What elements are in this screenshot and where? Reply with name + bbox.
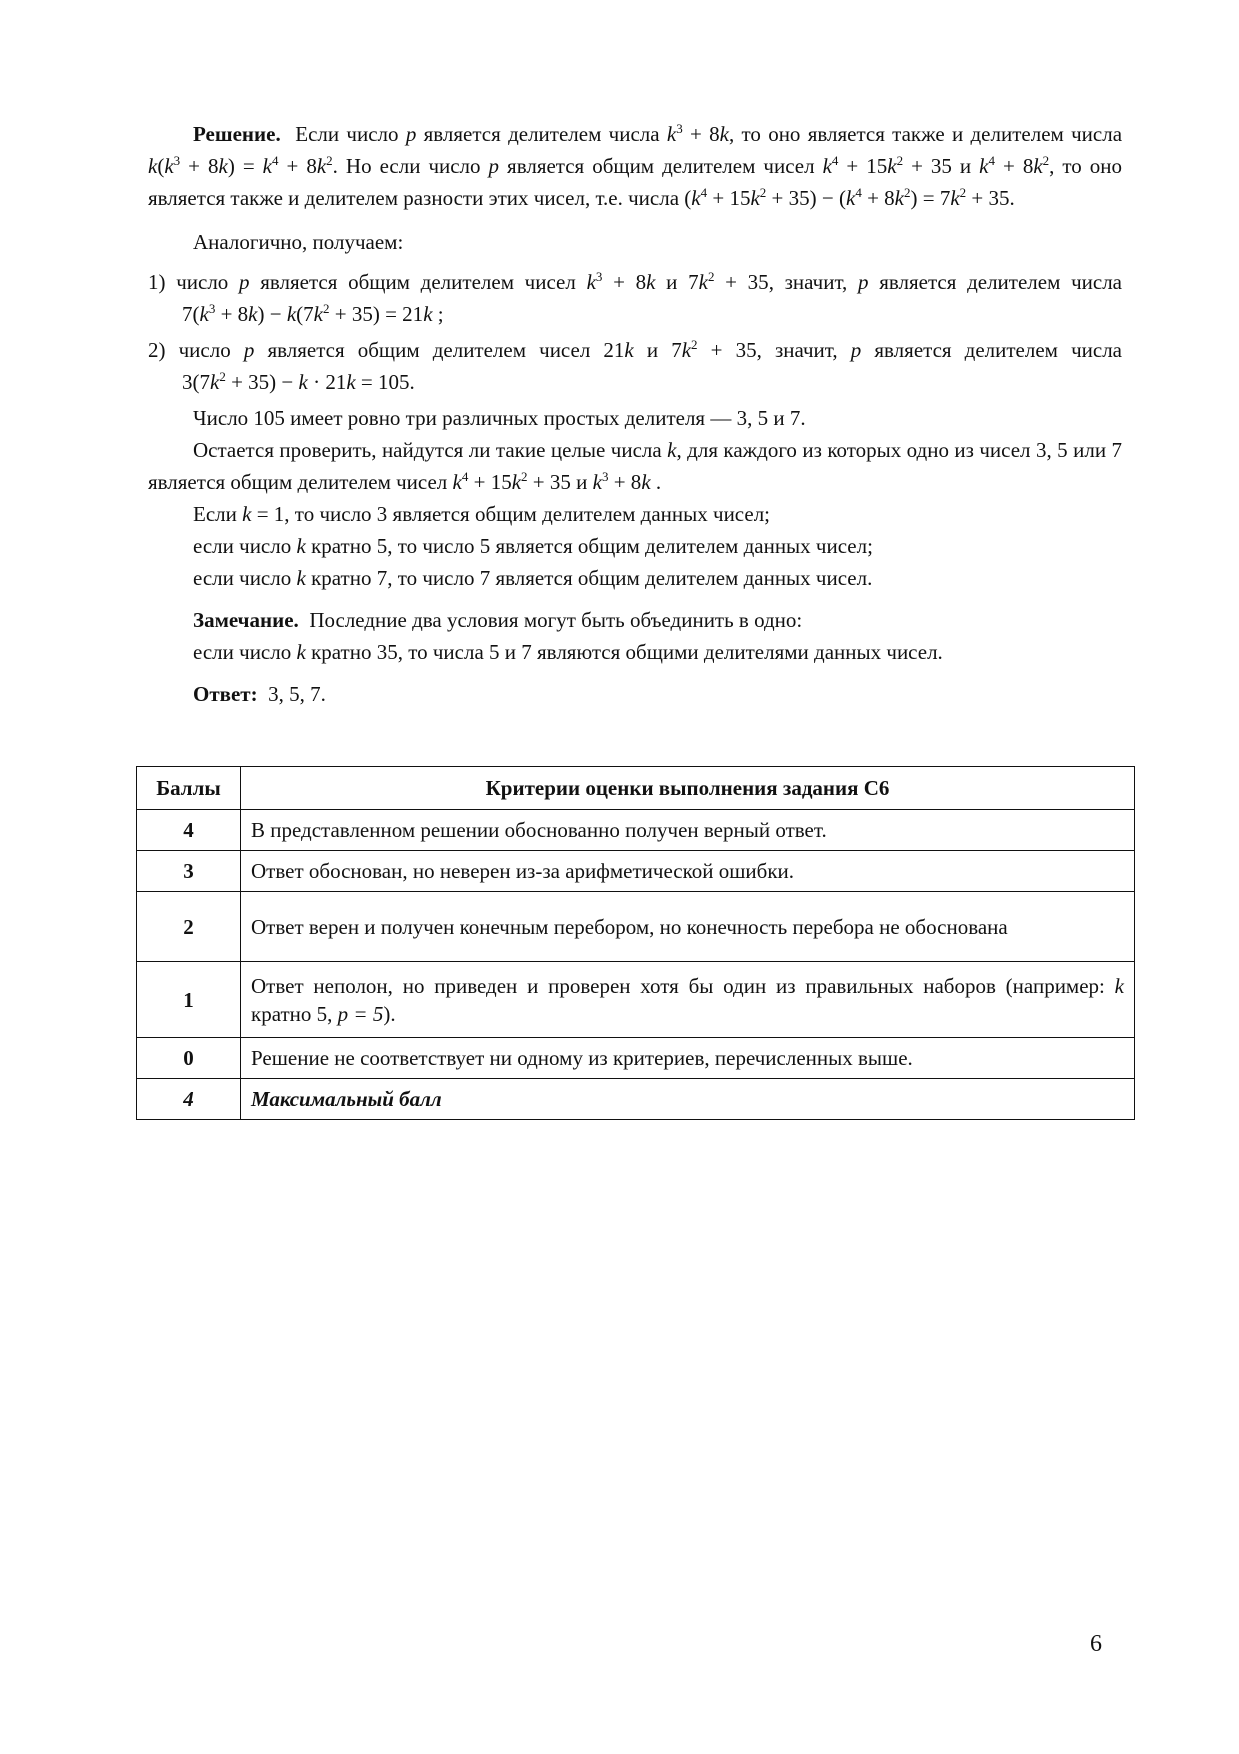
case-3: если число k кратно 7, то число 7 является общим делителем данных чисел. <box>193 566 873 590</box>
expr-difference: $(k^4 + 15k^2 + 35) - (k^4 + 8k^2) = 7k^2 + 35$ <box>684 185 1010 210</box>
expr-step1-result: $7(k^3 + 8k) - k(7k^2 + 35) = 21k$ <box>182 301 433 326</box>
case-1: Если k = 1, то число 3 является общим делителем данных чисел; <box>193 502 771 526</box>
expr-k3-8k: $k^3 + 8k$ <box>666 121 729 146</box>
table-row-max: 4 Максимальный балл <box>137 1079 1135 1120</box>
solution-label: Решение. <box>193 122 281 146</box>
solution-paragraph: Решение. Если число p является делителем числа $k^3 + 8k$, то оно является также и делителем числа $k(k^3 + 8k) = k^4 + 8k^2$. Но если число p является общим делителем чисел $k^4 + 15k^2 + 35$ и $k^4 + 8k^2$, то оно является также и делителем разности этих чисел, т.е. числа $(k^4 + 15k^2 + 35) - (k^4 + 8k^2) = 7k^2 + 35$. <box>148 121 1123 210</box>
check-paragraph: Остается проверить, найдутся ли такие целые числа k, для каждого из которых одно из чисел 3, 5 или 7 является общим делителем чисел $k^4 + 15k^2 + 35$ и $k^3 + 8k$ . <box>148 438 1122 494</box>
case-2: если число k кратно 5, то число 5 является общим делителем данных чисел; <box>193 534 873 558</box>
header-criteria: Критерии оценки выполнения задания С6 <box>241 767 1135 810</box>
answer-value: 3, 5, 7. <box>268 682 326 706</box>
step-1: 1) число p является общим делителем чисел $k^3 + 8k$ и $7k^2 + 35$, значит, p является делителем числа $7(k^3 + 8k) - k(7k^2 + 35) = 21k$ ; <box>148 269 1123 326</box>
table-header-row <box>137 767 1135 810</box>
prime-divisors-text: Число 105 имеет ровно три различных простых делителя — 3, 5 и 7. <box>193 406 806 430</box>
answer-label: Ответ: <box>193 682 258 706</box>
answer <box>148 678 1122 710</box>
expr-k4-8k2: $k^4 + 8k^2$ <box>979 153 1050 178</box>
criteria-table <box>136 766 1135 1120</box>
header-score: Баллы <box>137 767 241 810</box>
expr-k-times: $k(k^3 + 8k) = k^4 + 8k^2$ <box>148 153 333 178</box>
table-row: 3 Ответ обоснован, но неверен из-за арифметической ошибки. <box>137 851 1135 892</box>
remark: Замечание. Последние два условия могут быть объединить в одно: <box>193 608 803 632</box>
page-number: 6 <box>1090 1631 1102 1657</box>
analog-intro: Аналогично, получаем: <box>193 230 404 254</box>
expr-step2-result: $3(7k^2 + 35) - k \cdot 21k = 105$ <box>182 369 410 394</box>
table-row: 0 Решение не соответствует ни одному из критериев, перечисленных выше. <box>137 1038 1135 1079</box>
remark-line-2: если число k кратно 35, то числа 5 и 7 являются общими делителями данных чисел. <box>193 640 943 664</box>
table-row: 1 Ответ неполон, но приведен и проверен хотя бы один из правильных наборов (например: k кратно 5, p = 5). <box>137 962 1135 1038</box>
step-2: 2) число p является общим делителем чисел 21k и $7k^2 + 35$, значит, p является делителем числа $3(7k^2 + 35) - k \cdot 21k = 105$. <box>148 337 1122 394</box>
table-row: 4 В представленном решении обоснованно получен верный ответ. <box>137 810 1135 851</box>
remark-label: Замечание. <box>193 608 299 632</box>
solution-text <box>148 118 1122 710</box>
table-row: 2 Ответ верен и получен конечным перебором, но конечность перебора не обоснована <box>137 892 1135 962</box>
expr-k4-15k2-35: $k^4 + 15k^2 + 35$ <box>822 153 952 178</box>
